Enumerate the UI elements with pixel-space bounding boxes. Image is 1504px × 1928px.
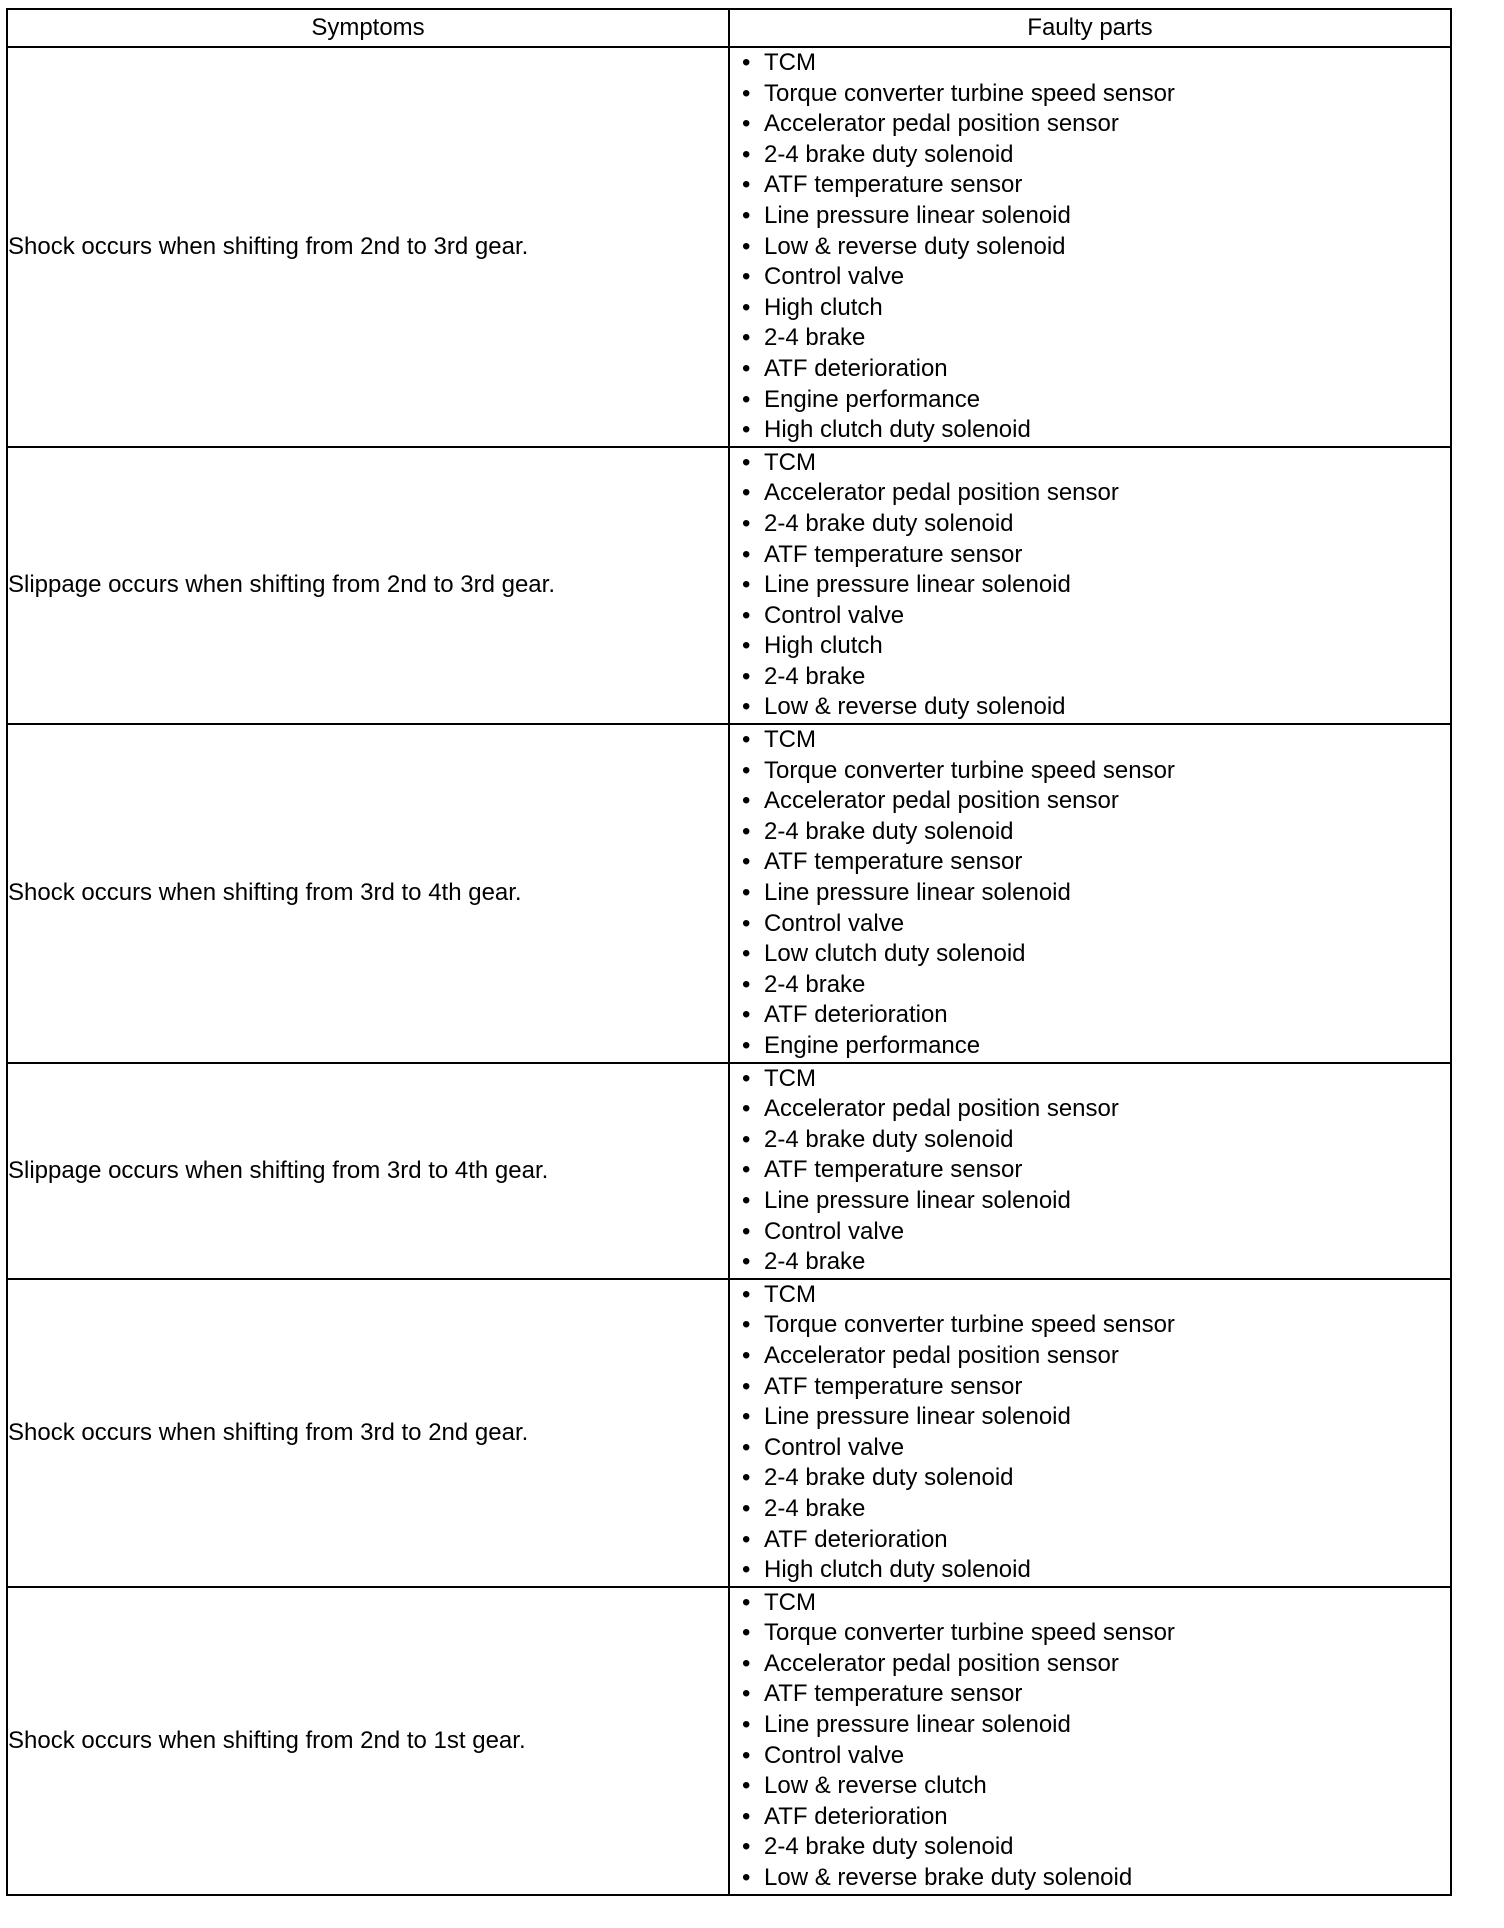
faulty-part-item: • ATF deterioration bbox=[740, 1525, 1450, 1556]
faulty-part-item: • Accelerator pedal position sensor bbox=[740, 478, 1450, 509]
faulty-parts-list bbox=[730, 448, 1450, 723]
faulty-part-item: • Low & reverse brake duty solenoid bbox=[740, 1863, 1450, 1894]
faulty-part-item: • Torque converter turbine speed sensor bbox=[740, 756, 1450, 787]
faulty-part-item: • 2-4 brake duty solenoid bbox=[740, 1463, 1450, 1494]
faulty-part-item: • Control valve bbox=[740, 601, 1450, 632]
faulty-parts-cell bbox=[729, 1587, 1451, 1895]
faulty-part-item: • ATF temperature sensor bbox=[740, 1679, 1450, 1710]
faulty-part-item: • TCM bbox=[740, 1280, 1450, 1311]
faulty-part-item: • Torque converter turbine speed sensor bbox=[740, 79, 1450, 110]
faulty-part-item: • ATF temperature sensor bbox=[740, 1155, 1450, 1186]
faulty-part-item: • High clutch duty solenoid bbox=[740, 1555, 1450, 1586]
faulty-part-item: • Accelerator pedal position sensor bbox=[740, 1341, 1450, 1372]
faulty-part-item: • ATF temperature sensor bbox=[740, 170, 1450, 201]
table-row bbox=[7, 1587, 1451, 1895]
faulty-parts-list bbox=[730, 1064, 1450, 1278]
faulty-part-item: • Control valve bbox=[740, 1741, 1450, 1772]
faulty-part-item: • 2-4 brake bbox=[740, 970, 1450, 1001]
faulty-part-item: • Engine performance bbox=[740, 385, 1450, 416]
table-row bbox=[7, 1063, 1451, 1279]
faulty-part-item: • TCM bbox=[740, 48, 1450, 79]
faulty-part-item: • Accelerator pedal position sensor bbox=[740, 1094, 1450, 1125]
symptom-cell: Shock occurs when shifting from 2nd to 3rd gear. bbox=[7, 47, 729, 447]
faulty-parts-list bbox=[730, 1280, 1450, 1586]
faulty-part-item: • Low clutch duty solenoid bbox=[740, 939, 1450, 970]
faulty-parts-cell bbox=[729, 1063, 1451, 1279]
faulty-part-item: • 2-4 brake bbox=[740, 1494, 1450, 1525]
faulty-part-item: • Accelerator pedal position sensor bbox=[740, 786, 1450, 817]
symptom-cell: Shock occurs when shifting from 2nd to 1st gear. bbox=[7, 1587, 729, 1895]
faulty-parts-list bbox=[730, 725, 1450, 1062]
symptom-cell: Shock occurs when shifting from 3rd to 2nd gear. bbox=[7, 1279, 729, 1587]
faulty-part-item: • Line pressure linear solenoid bbox=[740, 1186, 1450, 1217]
faulty-part-item: • TCM bbox=[740, 1588, 1450, 1619]
faulty-part-item: • Control valve bbox=[740, 909, 1450, 940]
faulty-part-item: • Control valve bbox=[740, 262, 1450, 293]
faulty-part-item: • 2-4 brake bbox=[740, 662, 1450, 693]
faulty-part-item: • Accelerator pedal position sensor bbox=[740, 109, 1450, 140]
diagnosis-table bbox=[6, 8, 1452, 1896]
faulty-part-item: • TCM bbox=[740, 448, 1450, 479]
faulty-part-item: • TCM bbox=[740, 1064, 1450, 1095]
faulty-part-item: • Torque converter turbine speed sensor bbox=[740, 1310, 1450, 1341]
faulty-parts-list bbox=[730, 1588, 1450, 1894]
faulty-part-item: • Low & reverse clutch bbox=[740, 1771, 1450, 1802]
faulty-part-item: • ATF deterioration bbox=[740, 354, 1450, 385]
faulty-part-item: • 2-4 brake bbox=[740, 323, 1450, 354]
faulty-part-item: • ATF deterioration bbox=[740, 1000, 1450, 1031]
faulty-parts-list bbox=[730, 48, 1450, 446]
faulty-part-item: • Low & reverse duty solenoid bbox=[740, 232, 1450, 263]
faulty-part-item: • Control valve bbox=[740, 1433, 1450, 1464]
faulty-parts-cell bbox=[729, 447, 1451, 724]
faulty-part-item: • ATF temperature sensor bbox=[740, 847, 1450, 878]
faulty-parts-cell bbox=[729, 47, 1451, 447]
faulty-part-item: • High clutch bbox=[740, 293, 1450, 324]
faulty-part-item: • ATF temperature sensor bbox=[740, 1372, 1450, 1403]
faulty-parts-cell bbox=[729, 724, 1451, 1063]
table-row bbox=[7, 1279, 1451, 1587]
faulty-part-item: • Line pressure linear solenoid bbox=[740, 201, 1450, 232]
faulty-part-item: • Torque converter turbine speed sensor bbox=[740, 1618, 1450, 1649]
symptom-cell: Slippage occurs when shifting from 2nd to 3rd gear. bbox=[7, 447, 729, 724]
faulty-part-item: • Control valve bbox=[740, 1217, 1450, 1248]
table-row bbox=[7, 724, 1451, 1063]
table-body bbox=[7, 47, 1451, 1895]
symptoms-header: Symptoms bbox=[7, 9, 729, 47]
table-row bbox=[7, 447, 1451, 724]
faulty-part-item: • Line pressure linear solenoid bbox=[740, 1710, 1450, 1741]
symptom-cell: Slippage occurs when shifting from 3rd to 4th gear. bbox=[7, 1063, 729, 1279]
faulty-part-item: • 2-4 brake duty solenoid bbox=[740, 509, 1450, 540]
faulty-part-item: • TCM bbox=[740, 725, 1450, 756]
faulty-parts-cell bbox=[729, 1279, 1451, 1587]
faulty-part-item: • 2-4 brake bbox=[740, 1247, 1450, 1278]
header-row bbox=[7, 9, 1451, 47]
faulty-part-item: • Low & reverse duty solenoid bbox=[740, 692, 1450, 723]
faulty-parts-header: Faulty parts bbox=[729, 9, 1451, 47]
faulty-part-item: • High clutch bbox=[740, 631, 1450, 662]
faulty-part-item: • 2-4 brake duty solenoid bbox=[740, 817, 1450, 848]
symptom-cell: Shock occurs when shifting from 3rd to 4th gear. bbox=[7, 724, 729, 1063]
faulty-part-item: • 2-4 brake duty solenoid bbox=[740, 1125, 1450, 1156]
faulty-part-item: • 2-4 brake duty solenoid bbox=[740, 1832, 1450, 1863]
faulty-part-item: • 2-4 brake duty solenoid bbox=[740, 140, 1450, 171]
table-row bbox=[7, 47, 1451, 447]
faulty-part-item: • ATF temperature sensor bbox=[740, 540, 1450, 571]
faulty-part-item: • Line pressure linear solenoid bbox=[740, 878, 1450, 909]
faulty-part-item: • Engine performance bbox=[740, 1031, 1450, 1062]
faulty-part-item: • ATF deterioration bbox=[740, 1802, 1450, 1833]
faulty-part-item: • Line pressure linear solenoid bbox=[740, 1402, 1450, 1433]
faulty-part-item: • Accelerator pedal position sensor bbox=[740, 1649, 1450, 1680]
faulty-part-item: • High clutch duty solenoid bbox=[740, 415, 1450, 446]
faulty-part-item: • Line pressure linear solenoid bbox=[740, 570, 1450, 601]
